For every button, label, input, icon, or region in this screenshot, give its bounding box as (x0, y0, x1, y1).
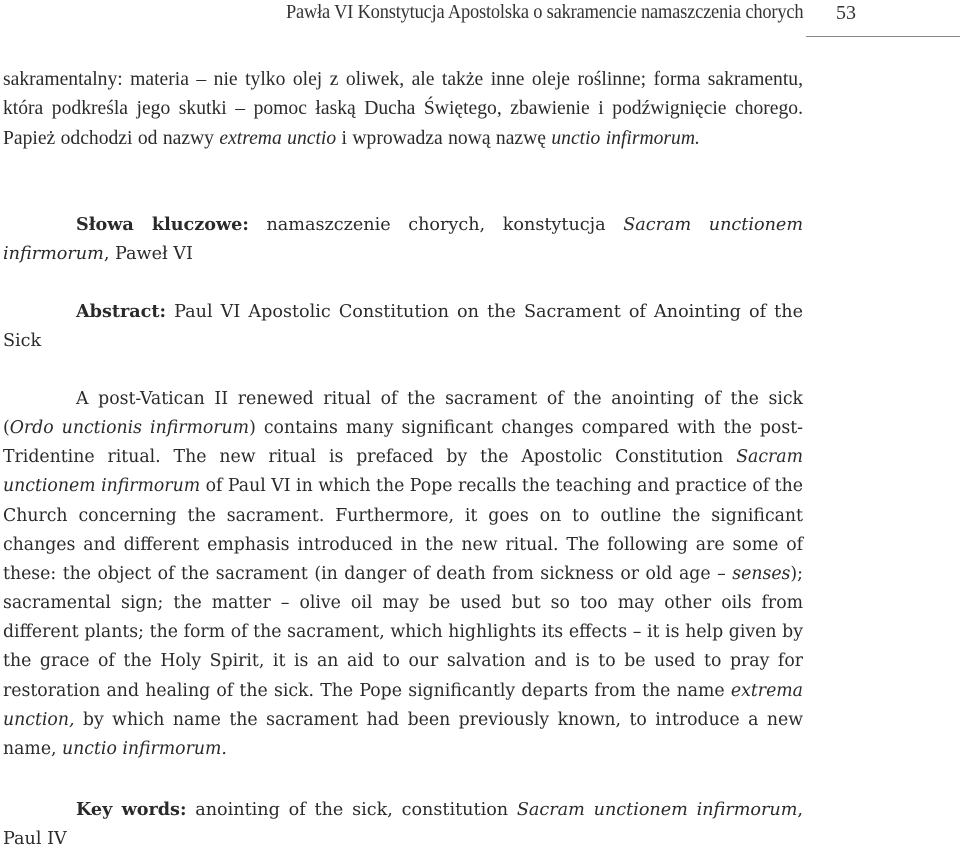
abstract-label: Abstract: (76, 301, 166, 322)
polish-summary-term-extrema-unctio: extrema unctio (219, 127, 337, 149)
abstract-body-text-3: of Paul VI in which the Pope recalls the teaching and practice of the Church concerning the sacrament. Furthermore, it goes on to outline the significant changes and different emphasis introduced in the new ritual. The following are some of these: the object of the sacrament (in danger of death from sickness or old age – (3, 476, 803, 584)
polish-summary-term-unctio-infirmorum: unctio infirmorum. (551, 127, 700, 149)
abstract-term-sacram: Sacram unctionem infirmorum (3, 447, 803, 497)
english-keywords-paragraph (3, 795, 803, 846)
abstract-body-paragraph (3, 385, 803, 764)
running-header-title: Pawła VI Konstytucja Apostolska o sakramencie namaszczenia chorych (285, 1, 803, 23)
abstract-body-text-2: ) contains many significant changes compared with the post-Tridentine ritual. The new ritual is prefaced by the Apostolic Constitution (3, 418, 803, 468)
abstract-term-extrema: extrema unction, (3, 680, 803, 730)
running-header (0, 0, 960, 40)
english-keywords-label: Key words: (76, 799, 187, 820)
abstract-body-text-5: by which name the sacrament had been previously known, to introduce a new name, (3, 709, 803, 759)
english-keywords-text: anointing of the sick, constitution (186, 800, 517, 820)
abstract-term-unctio: unctio infirmorum. (62, 738, 227, 759)
polish-keywords-text-2: , Paweł VI (103, 244, 193, 264)
english-keywords-text-2: , Paul IV (3, 800, 803, 846)
polish-summary-text: sakramentalny: materia – nie tylko olej z oliwek, ale także inne oleje roślinne; forma sakramentu, która podkreśla jego skutki – pomoc łaską Ducha Świętego, zbawienie i podźwignięcie chorego. Papież odchodzi od nazwy (3, 69, 803, 149)
polish-summary-paragraph (3, 65, 803, 153)
abstract-body-text-4: ); sacramental sign; the matter – olive oil may be used but so too may other oils from different plants; the form of the sacrament, which highlights its effects – it is help given by the grace of the Holy Spirit, it is an aid to our salvation and is to be used to pray for restoration and healing of the sick. The Pope significantly departs from the name (3, 563, 803, 701)
polish-keywords-label: Słowa kluczowe: (76, 214, 249, 235)
abstract-term-senses: senses (732, 563, 791, 584)
polish-keywords-paragraph (3, 210, 803, 269)
english-keywords-term: Sacram unctionem infirmorum (516, 800, 798, 820)
header-rule (806, 36, 960, 37)
polish-keywords-term: Sacram unctionem infirmorum (3, 215, 804, 264)
abstract-title: Paul VI Apostolic Constitution on the Sacrament of Anointing of the Sick (3, 302, 803, 351)
page-number: 53 (836, 2, 856, 24)
polish-summary-text-2: i wprowadza nową nazwę (336, 127, 552, 149)
abstract-heading (3, 297, 803, 356)
abstract-body-text: A post-Vatican II renewed ritual of the sacrament of the anointing of the sick ( (3, 389, 803, 439)
abstract-term-ordo: Ordo unctionis infirmorum (9, 418, 250, 439)
polish-keywords-text: namaszczenie chorych, konstytucja (248, 215, 624, 235)
